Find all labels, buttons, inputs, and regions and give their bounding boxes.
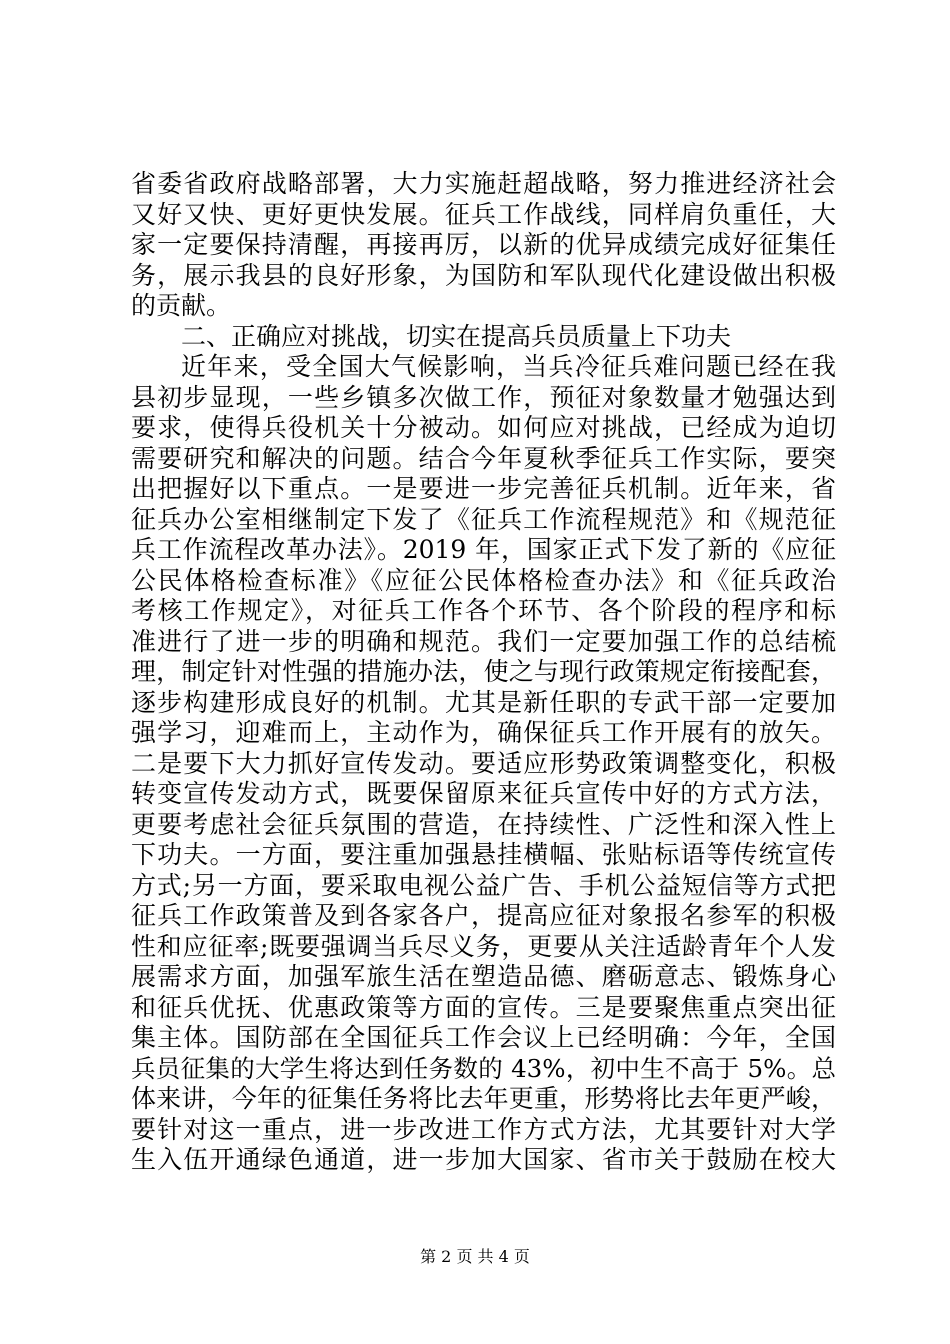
body-line: 性和应征率;既要强调当兵尽义务，更要从关注适龄青年个人发 (131, 931, 836, 961)
body-line: 考核工作规定》，对征兵工作各个环节、各个阶段的程序和标 (131, 596, 836, 625)
page-number-footer: 第 2 页 共 4 页 (420, 1247, 530, 1266)
body-line: 下功夫。一方面，要注重加强悬挂横幅、张贴标语等传统宣传 (131, 840, 836, 869)
document-body (131, 169, 836, 1176)
body-line: 要针对这一重点，进一步改进工作方式方法，尤其要针对大学 (131, 1114, 836, 1144)
body-line: 兵员征集的大学生将达到任务数的 43%，初中生不高于 5%。总 (131, 1053, 836, 1083)
body-line: 又好又快、更好更快发展。征兵工作战线，同样肩负重任，大 (131, 199, 836, 229)
body-line: 体来讲，今年的征集任务将比去年更重，形势将比去年更严峻， (131, 1084, 836, 1113)
body-line: 生入伍开通绿色通道，进一步加大国家、省市关于鼓励在校大 (131, 1145, 836, 1174)
body-line: 二是要下大力抓好宣传发动。要适应形势政策调整变化，积极 (131, 748, 836, 778)
body-line: 征兵办公室相继制定下发了《征兵工作流程规范》和《规范征 (131, 504, 836, 534)
body-line: 和征兵优抚、优惠政策等方面的宣传。三是要聚焦重点突出征 (131, 992, 836, 1022)
section-heading: 二、正确应对挑战，切实在提高兵员质量上下功夫 (181, 321, 732, 351)
body-line: 准进行了进一步的明确和规范。我们一定要加强工作的总结梳 (131, 626, 836, 656)
body-line: 理，制定针对性强的措施办法，使之与现行政策规定衔接配套， (131, 657, 836, 686)
body-line: 县初步显现，一些乡镇多次做工作，预征对象数量才勉强达到 (131, 382, 836, 412)
body-line: 逐步构建形成良好的机制。尤其是新任职的专武干部一定要加 (131, 687, 836, 717)
body-line: 公民体格检查标准》《应征公民体格检查办法》和《征兵政治 (131, 565, 836, 595)
body-line: 省委省政府战略部署，大力实施赶超战略，努力推进经济社会 (131, 169, 836, 198)
body-line: 集主体。国防部在全国征兵工作会议上已经明确：今年，全国 (131, 1023, 836, 1052)
paragraph-first-line: 近年来，受全国大气候影响，当兵冷征兵难问题已经在我 (181, 352, 836, 381)
body-line: 的贡献。 (131, 291, 232, 320)
body-line: 强学习，迎难而上，主动作为，确保征兵工作开展有的放矢。 (131, 718, 836, 747)
body-line: 征兵工作政策普及到各家各户，提高应征对象报名参军的积极 (131, 901, 836, 930)
body-line: 展需求方面，加强军旅生活在塑造品德、磨砺意志、锻炼身心 (131, 962, 836, 991)
body-line: 务，展示我县的良好形象，为国防和军队现代化建设做出积极 (131, 260, 836, 290)
body-line: 要求，使得兵役机关十分被动。如何应对挑战，已经成为迫切 (131, 413, 836, 442)
body-line: 需要研究和解决的问题。结合今年夏秋季征兵工作实际，要突 (131, 443, 836, 473)
body-line: 兵工作流程改革办法》。2019 年，国家正式下发了新的《应征 (131, 535, 836, 564)
body-line: 更要考虑社会征兵氛围的营造，在持续性、广泛性和深入性上 (131, 809, 836, 839)
body-line: 出把握好以下重点。一是要进一步完善征兵机制。近年来，省 (131, 474, 836, 503)
body-line: 方式;另一方面，要采取电视公益广告、手机公益短信等方式把 (131, 870, 836, 900)
body-line: 家一定要保持清醒，再接再厉，以新的优异成绩完成好征集任 (131, 230, 836, 259)
body-line: 转变宣传发动方式，既要保留原来征兵宣传中好的方式方法， (131, 779, 836, 808)
